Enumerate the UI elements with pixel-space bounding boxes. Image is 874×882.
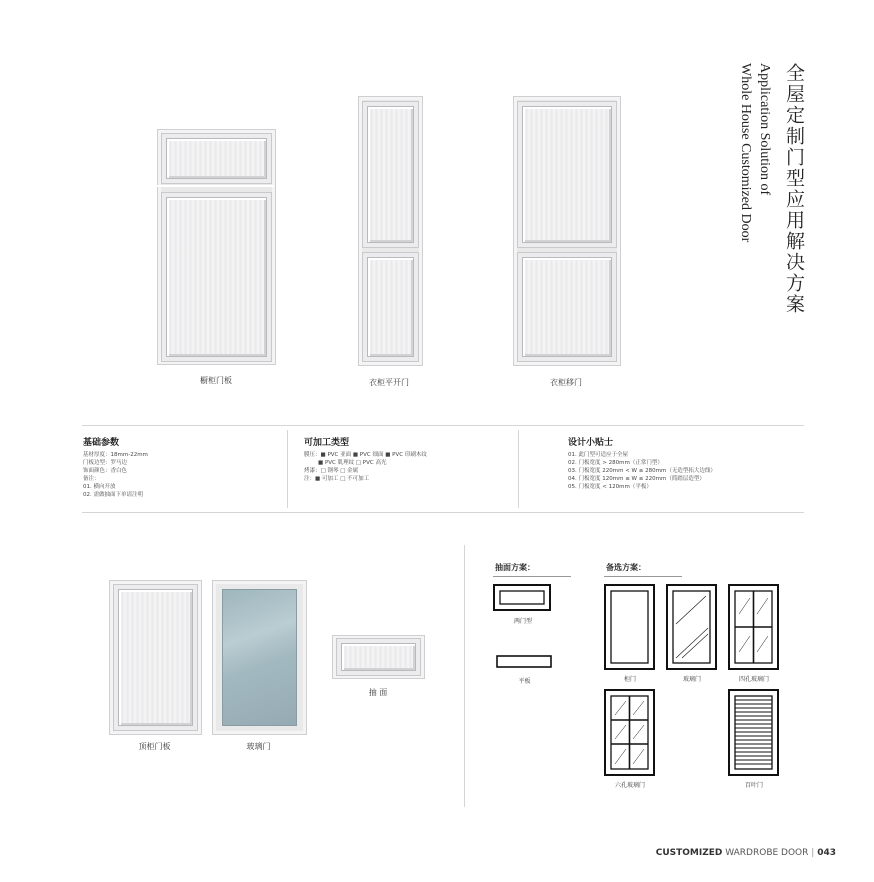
caption-alt-framed-door: 柜门 xyxy=(623,676,636,683)
page-title-en-line2: Whole House Customized Door xyxy=(738,63,753,243)
caption-drawer-front: 抽 面 xyxy=(368,688,388,697)
drawer-plan-framed-diagram xyxy=(493,584,553,612)
caption-wardrobe-swing-door: 衣柜平开门 xyxy=(369,378,409,387)
footer-sep: | xyxy=(811,848,815,858)
page-title-en-line1: Application Solution of xyxy=(757,63,772,196)
caption-drawer-flat: 平板 xyxy=(518,678,531,685)
spec-line: 注：■ 可加工 □ 不可加工 xyxy=(304,476,370,482)
spec-line: 02. 需做抽面下单请注明 xyxy=(83,492,143,498)
spec-line: 烤漆：□ 钢琴 □ 金属 xyxy=(304,468,359,474)
spec-line: 膜压：■ PVC 亚面 ■ PVC 细面 ■ PVC 印刷木纹 xyxy=(304,452,427,458)
caption-top-cabinet-door: 顶柜门板 xyxy=(138,742,171,751)
caption-drawer-framed: 两门型 xyxy=(513,618,532,625)
drawer-plan-rule xyxy=(493,576,571,577)
drawer-plan-flat-diagram xyxy=(496,655,553,668)
divider-bottom xyxy=(82,512,804,513)
spec-heading-process: 可加工类型 xyxy=(304,438,350,448)
caption-alt-louver-door: 百叶门 xyxy=(744,782,763,789)
page-footer xyxy=(656,848,836,858)
alt-louver-door-diagram xyxy=(728,689,780,777)
spec-line: 04. 门板宽度 120mm ≤ W ≤ 220mm（简踏层造型） xyxy=(568,476,705,482)
spec-line: 05. 门板宽度 < 120mm（平板） xyxy=(568,484,652,490)
spec-line: 门板边型：罗马边 xyxy=(83,460,128,466)
alt-six-pane-door-diagram xyxy=(604,689,656,777)
spec-line: 02. 门板宽度 > 280mm（正常门型） xyxy=(568,460,663,466)
caption-cabinet-door: 橱柜门板 xyxy=(200,376,232,385)
spec-list-tips xyxy=(568,451,716,491)
spec-line: 01. 横向开放 xyxy=(83,484,116,490)
drawer-plan-heading: 抽面方案： xyxy=(495,563,535,572)
caption-glass-door: 玻璃门 xyxy=(246,742,271,751)
caption-alt-six-pane-door: 六孔玻璃门 xyxy=(614,782,645,789)
divider-col1 xyxy=(287,430,288,508)
spec-line: 基材厚度：18mm-22mm xyxy=(83,452,148,458)
spec-line: 01. 此门型可适应于全屋 xyxy=(568,452,628,458)
spec-heading-tips: 设计小贴士 xyxy=(568,438,614,448)
divider-top xyxy=(82,425,804,426)
divider-col2 xyxy=(518,430,519,508)
page-title-cn: 全屋定制门型应用解决方案 xyxy=(783,63,805,315)
spec-line: ■ PVC 肌理纹 □ PVC 高光 xyxy=(318,460,387,466)
spec-line: 备注： xyxy=(83,476,100,482)
caption-alt-four-pane-door: 四孔玻璃门 xyxy=(738,676,769,683)
spec-heading-basic: 基础参数 xyxy=(83,438,120,448)
spec-line: 03. 门板宽度 220mm < W ≤ 280mm（无造型拓大边线） xyxy=(568,468,716,474)
alt-plan-heading: 备选方案： xyxy=(606,563,646,572)
section-separator xyxy=(464,545,465,807)
alt-glass-door-diagram xyxy=(666,584,718,671)
alt-plan-rule xyxy=(604,576,682,577)
footer-rest: WARDROBE DOOR xyxy=(725,848,809,858)
alt-framed-door-diagram xyxy=(604,584,656,671)
footer-page-number: 043 xyxy=(817,848,836,858)
spec-list-basic xyxy=(83,451,148,499)
footer-bold: CUSTOMIZED xyxy=(655,848,723,858)
spec-list-process xyxy=(304,451,427,483)
alt-four-pane-door-diagram xyxy=(728,584,780,671)
caption-wardrobe-sliding-door: 衣柜移门 xyxy=(550,378,582,387)
caption-alt-glass-door: 玻璃门 xyxy=(682,676,701,683)
spec-line: 饰面颜色：香白色 xyxy=(83,468,128,474)
